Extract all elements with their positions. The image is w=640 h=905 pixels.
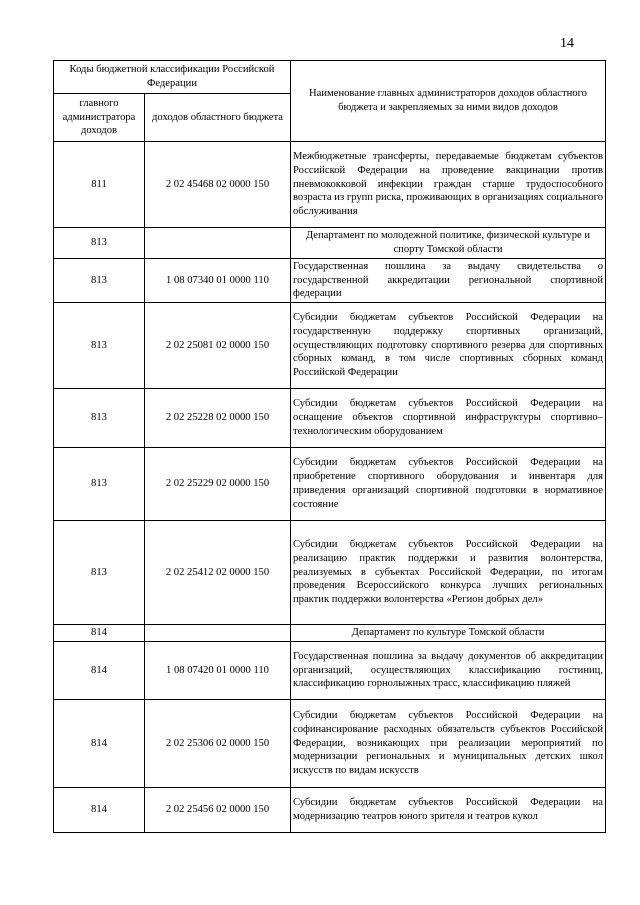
department-row — [54, 625, 606, 642]
admin-code: 814 — [54, 642, 145, 700]
header-name-column: Наименование главных администраторов доходов областного бюджета и закрепляемых за ними видов доходов — [291, 61, 606, 142]
table-row — [54, 642, 606, 700]
income-code: 2 02 25412 02 0000 150 — [145, 521, 291, 625]
income-code: 2 02 45468 02 0000 150 — [145, 142, 291, 228]
table-row — [54, 259, 606, 303]
row-description: Межбюджетные трансферты, передаваемые бюджетам субъектов Российской Федерации на проведение вакцинации против пневмококковой инфекции граждан старше трудоспособного возраста из групп риска, проживающих в организациях социального обслуживания — [291, 142, 606, 228]
admin-code: 811 — [54, 142, 145, 228]
table-row — [54, 303, 606, 389]
department-code: 813 — [54, 228, 145, 259]
admin-code: 813 — [54, 303, 145, 389]
row-description: Субсидии бюджетам субъектов Российской Федерации на государственную поддержку спортивных организаций, осуществляющих подготовку спортивного резерва для спортивных сборных команд, в том числе спортивных сборных команд Российской Федерации — [291, 303, 606, 389]
admin-code: 813 — [54, 521, 145, 625]
department-code: 814 — [54, 625, 145, 642]
department-name: Департамент по культуре Томской области — [291, 625, 606, 642]
income-code: 2 02 25228 02 0000 150 — [145, 389, 291, 448]
row-description: Субсидии бюджетам субъектов Российской Федерации на модернизацию театров юного зрителя и театров кукол — [291, 788, 606, 833]
row-description: Субсидии бюджетам субъектов Российской Федерации на реализацию практик поддержки и развития волонтерства, реализуемых в субъектах Российской Федерации, по итогам проведения Всероссийского конкурса лучших региональных практик поддержки волонтерства «Регион добрых дел» — [291, 521, 606, 625]
empty-cell — [145, 228, 291, 259]
income-code: 1 08 07340 01 0000 110 — [145, 259, 291, 303]
row-description: Субсидии бюджетам субъектов Российской Федерации на приобретение спортивного оборудования и инвентаря для приведения организаций спортивной подготовки в нормативное состояние — [291, 448, 606, 521]
income-code: 2 02 25081 02 0000 150 — [145, 303, 291, 389]
income-code: 2 02 25229 02 0000 150 — [145, 448, 291, 521]
admin-code: 813 — [54, 259, 145, 303]
income-code: 2 02 25306 02 0000 150 — [145, 700, 291, 788]
header-admin-column: главного администратора доходов — [54, 94, 145, 142]
admin-code: 814 — [54, 700, 145, 788]
admin-code: 813 — [54, 389, 145, 448]
row-description: Субсидии бюджетам субъектов Российской Федерации на оснащение объектов спортивной инфраструктуры спортивно–технологическим оборудованием — [291, 389, 606, 448]
table-row — [54, 389, 606, 448]
page-number: 14 — [560, 36, 574, 51]
table-row — [54, 448, 606, 521]
admin-code: 814 — [54, 788, 145, 833]
row-description: Государственная пошлина за выдачу свидетельства о государственной аккредитации региональной спортивной федерации — [291, 259, 606, 303]
department-name: Департамент по молодежной политике, физической культуре и спорту Томской области — [291, 228, 606, 259]
table-row — [54, 700, 606, 788]
header-income-column: доходов областного бюджета — [145, 94, 291, 142]
table-row — [54, 142, 606, 228]
table-row — [54, 788, 606, 833]
empty-cell — [145, 625, 291, 642]
table-row — [54, 521, 606, 625]
income-code: 1 08 07420 01 0000 110 — [145, 642, 291, 700]
budget-classification-table — [53, 60, 606, 833]
department-row — [54, 228, 606, 259]
income-code: 2 02 25456 02 0000 150 — [145, 788, 291, 833]
header-codes-group: Коды бюджетной классификации Российской Федерации — [54, 61, 291, 94]
admin-code: 813 — [54, 448, 145, 521]
row-description: Субсидии бюджетам субъектов Российской Федерации на софинансирование расходных обязательств субъектов Российской Федерации, возникающих при реализации мероприятий по модернизации региональных и муниципальных детских школ искусств по видам искусств — [291, 700, 606, 788]
row-description: Государственная пошлина за выдачу документов об аккредитации организаций, осуществляющих классификацию гостиниц, классификацию горнолыжных трасс, классификацию пляжей — [291, 642, 606, 700]
